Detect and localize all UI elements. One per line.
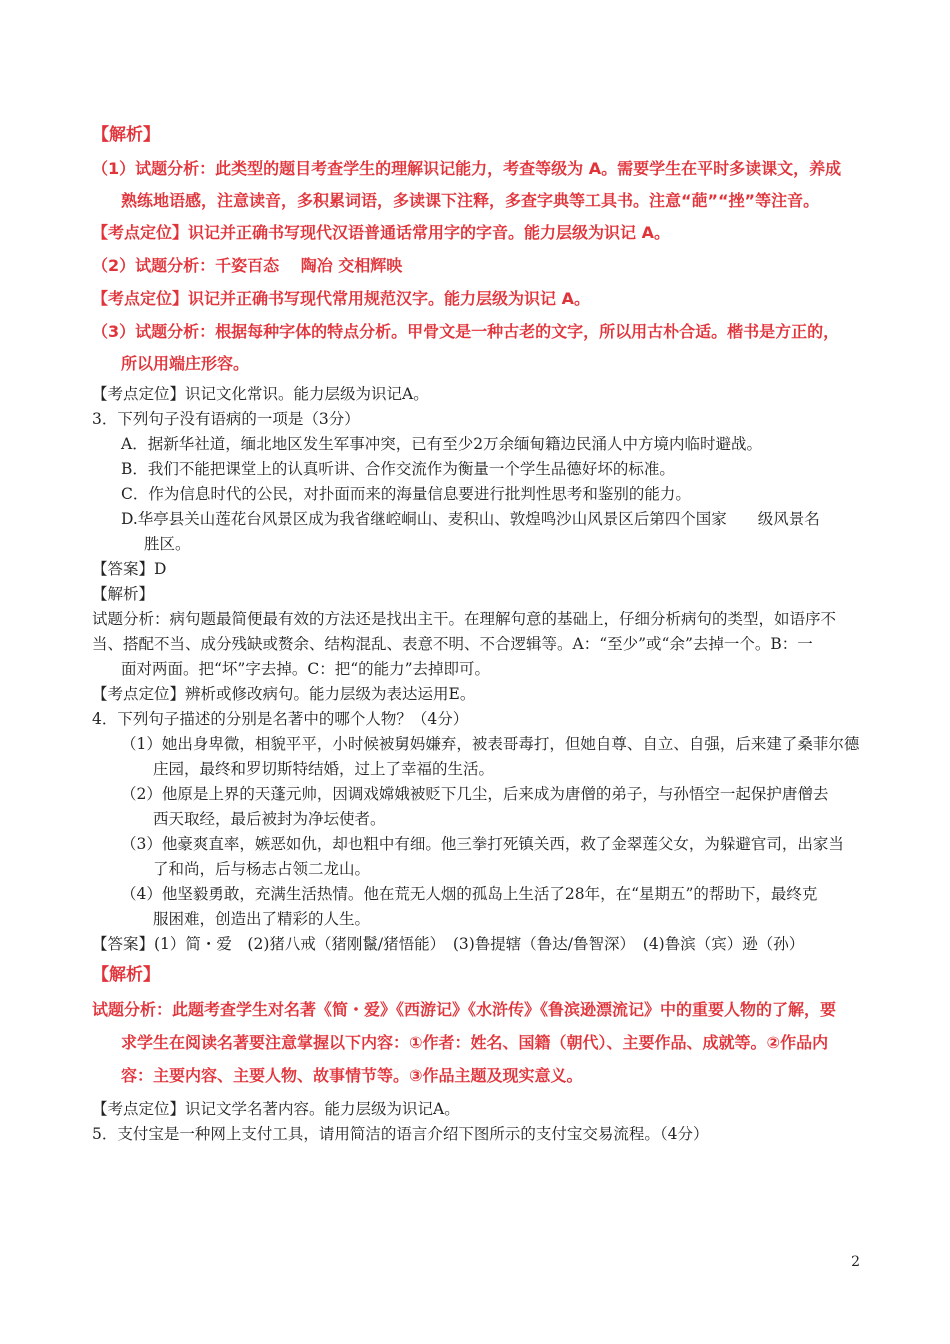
text-line: A．据新华社道，缅北地区发生军事冲突，已有至少2万余缅甸籍边民涌人中方境内临时避战。 — [121, 435, 763, 453]
text-line: 3．下列句子没有语病的一项是（3分） — [92, 410, 360, 428]
text-line: 熟练地语感，注意读音，多积累词语，多读课下注释，多查字典等工具书。注意“葩”“挫”等注音。 — [121, 191, 820, 210]
text-line: 【答案】(1）简・爱 (2)猪八戒（猪刚鬣/猪悟能） (3)鲁提辖（鲁达/鲁智深） (4)鲁滨（宾）逊（孙） — [92, 935, 805, 953]
text-line: 【考点定位】识记并正确书写现代汉语普通话常用字的字音。能力层级为识记 A。 — [92, 223, 670, 242]
text-line: 【考点定位】辨析或修改病句。能力层级为表达运用E。 — [92, 685, 476, 703]
text-line: 试题分析：病句题最简便最有效的方法还是找出主干。在理解句意的基础上，仔细分析病句的类型，如语序不 — [92, 610, 837, 628]
text-line: 庄园，最终和罗切斯特结婚，过上了幸福的生活。 — [153, 760, 495, 778]
text-line: C．作为信息时代的公民，对扑面而来的海量信息要进行批判性思考和鉴别的能力。 — [121, 485, 691, 503]
text-line: 西天取经，最后被封为净坛使者。 — [153, 810, 386, 828]
text-line: （1）试题分析：此类型的题目考查学生的理解识记能力，考查等级为 A。需要学生在平时多读课文，养成 — [92, 159, 842, 178]
text-line: 【解析】 — [92, 965, 160, 985]
text-line: 所以用端庄形容。 — [121, 354, 250, 373]
text-line: 服困难，创造出了精彩的人生。 — [153, 910, 371, 928]
text-line: D.华亭县关山莲花台风景区成为我省继崆峒山、麦积山、敦煌鸣沙山风景区后第四个国家 级风景名 — [121, 510, 820, 528]
text-line: B．我们不能把课堂上的认真听讲、合作交流作为衡量一个学生品德好坏的标准。 — [121, 460, 675, 478]
text-line: 当、搭配不当、成分残缺或赘余、结构混乱、表意不明、不合逻辑等。A：“至少”或“余”去掉一个。B：一 — [92, 635, 813, 653]
text-line: 【考点定位】识记文学名著内容。能力层级为识记A。 — [92, 1100, 460, 1118]
text-line: 4．下列句子描述的分别是名著中的哪个人物？（4分） — [92, 710, 469, 728]
text-line: 【考点定位】识记并正确书写现代常用规范汉字。能力层级为识记 A。 — [92, 289, 590, 308]
text-line: 求学生在阅读名著要注意掌握以下内容：①作者：姓名、国籍（朝代）、主要作品、成就等。②作品内 — [121, 1033, 829, 1052]
text-line: （1）她出身卑微，相貌平平，小时候被舅妈嫌弃，被表哥毒打，但她自尊、自立、自强，后来建了桑菲尔德 — [121, 735, 860, 753]
text-line: 胜区。 — [144, 535, 191, 553]
text-line: 【考点定位】识记文化常识。能力层级为识记A。 — [92, 385, 429, 403]
text-line: 试题分析：此题考查学生对名著《简・爱》《西游记》《水浒传》《鲁滨逊漂流记》中的重要人物的了解，要 — [92, 1000, 837, 1019]
text-line: （2）他原是上界的天蓬元帅，因调戏嫦娥被贬下几尘，后来成为唐僧的弟子，与孙悟空一起保护唐僧去 — [121, 785, 829, 803]
text-line: 了和尚，后与杨志占领二龙山。 — [153, 860, 371, 878]
text-line: 【解析】 — [92, 585, 155, 603]
text-line: 面对两面。把“坏”字去掉。C：把“的能力”去掉即可。 — [121, 660, 491, 678]
text-line: （3）他豪爽直率，嫉恶如仇，却也粗中有细。他三拳打死镇关西，救了金翠莲父女，为躲避官司，出家当 — [121, 835, 844, 853]
text-line: 容：主要内容、主要人物、故事情节等。③作品主题及现实意义。 — [121, 1066, 583, 1085]
text-line: （4）他坚毅勇敢，充满生活热情。他在荒无人烟的孤岛上生活了28年，在“星期五”的帮助下，最终克 — [121, 885, 818, 903]
text-line: 【解析】 — [92, 125, 160, 145]
text-line: 【答案】D — [92, 560, 167, 578]
page-number: 2 — [851, 1254, 860, 1270]
text-line: （2）试题分析：千姿百态 陶冶 交相辉映 — [92, 256, 403, 275]
text-line: 5．支付宝是一种网上支付工具，请用简洁的语言介绍下图所示的支付宝交易流程。（4分） — [92, 1125, 709, 1143]
text-line: （3）试题分析：根据每种字体的特点分析。甲骨文是一种古老的文字，所以用古朴合适。楷书是方正的， — [92, 322, 840, 341]
